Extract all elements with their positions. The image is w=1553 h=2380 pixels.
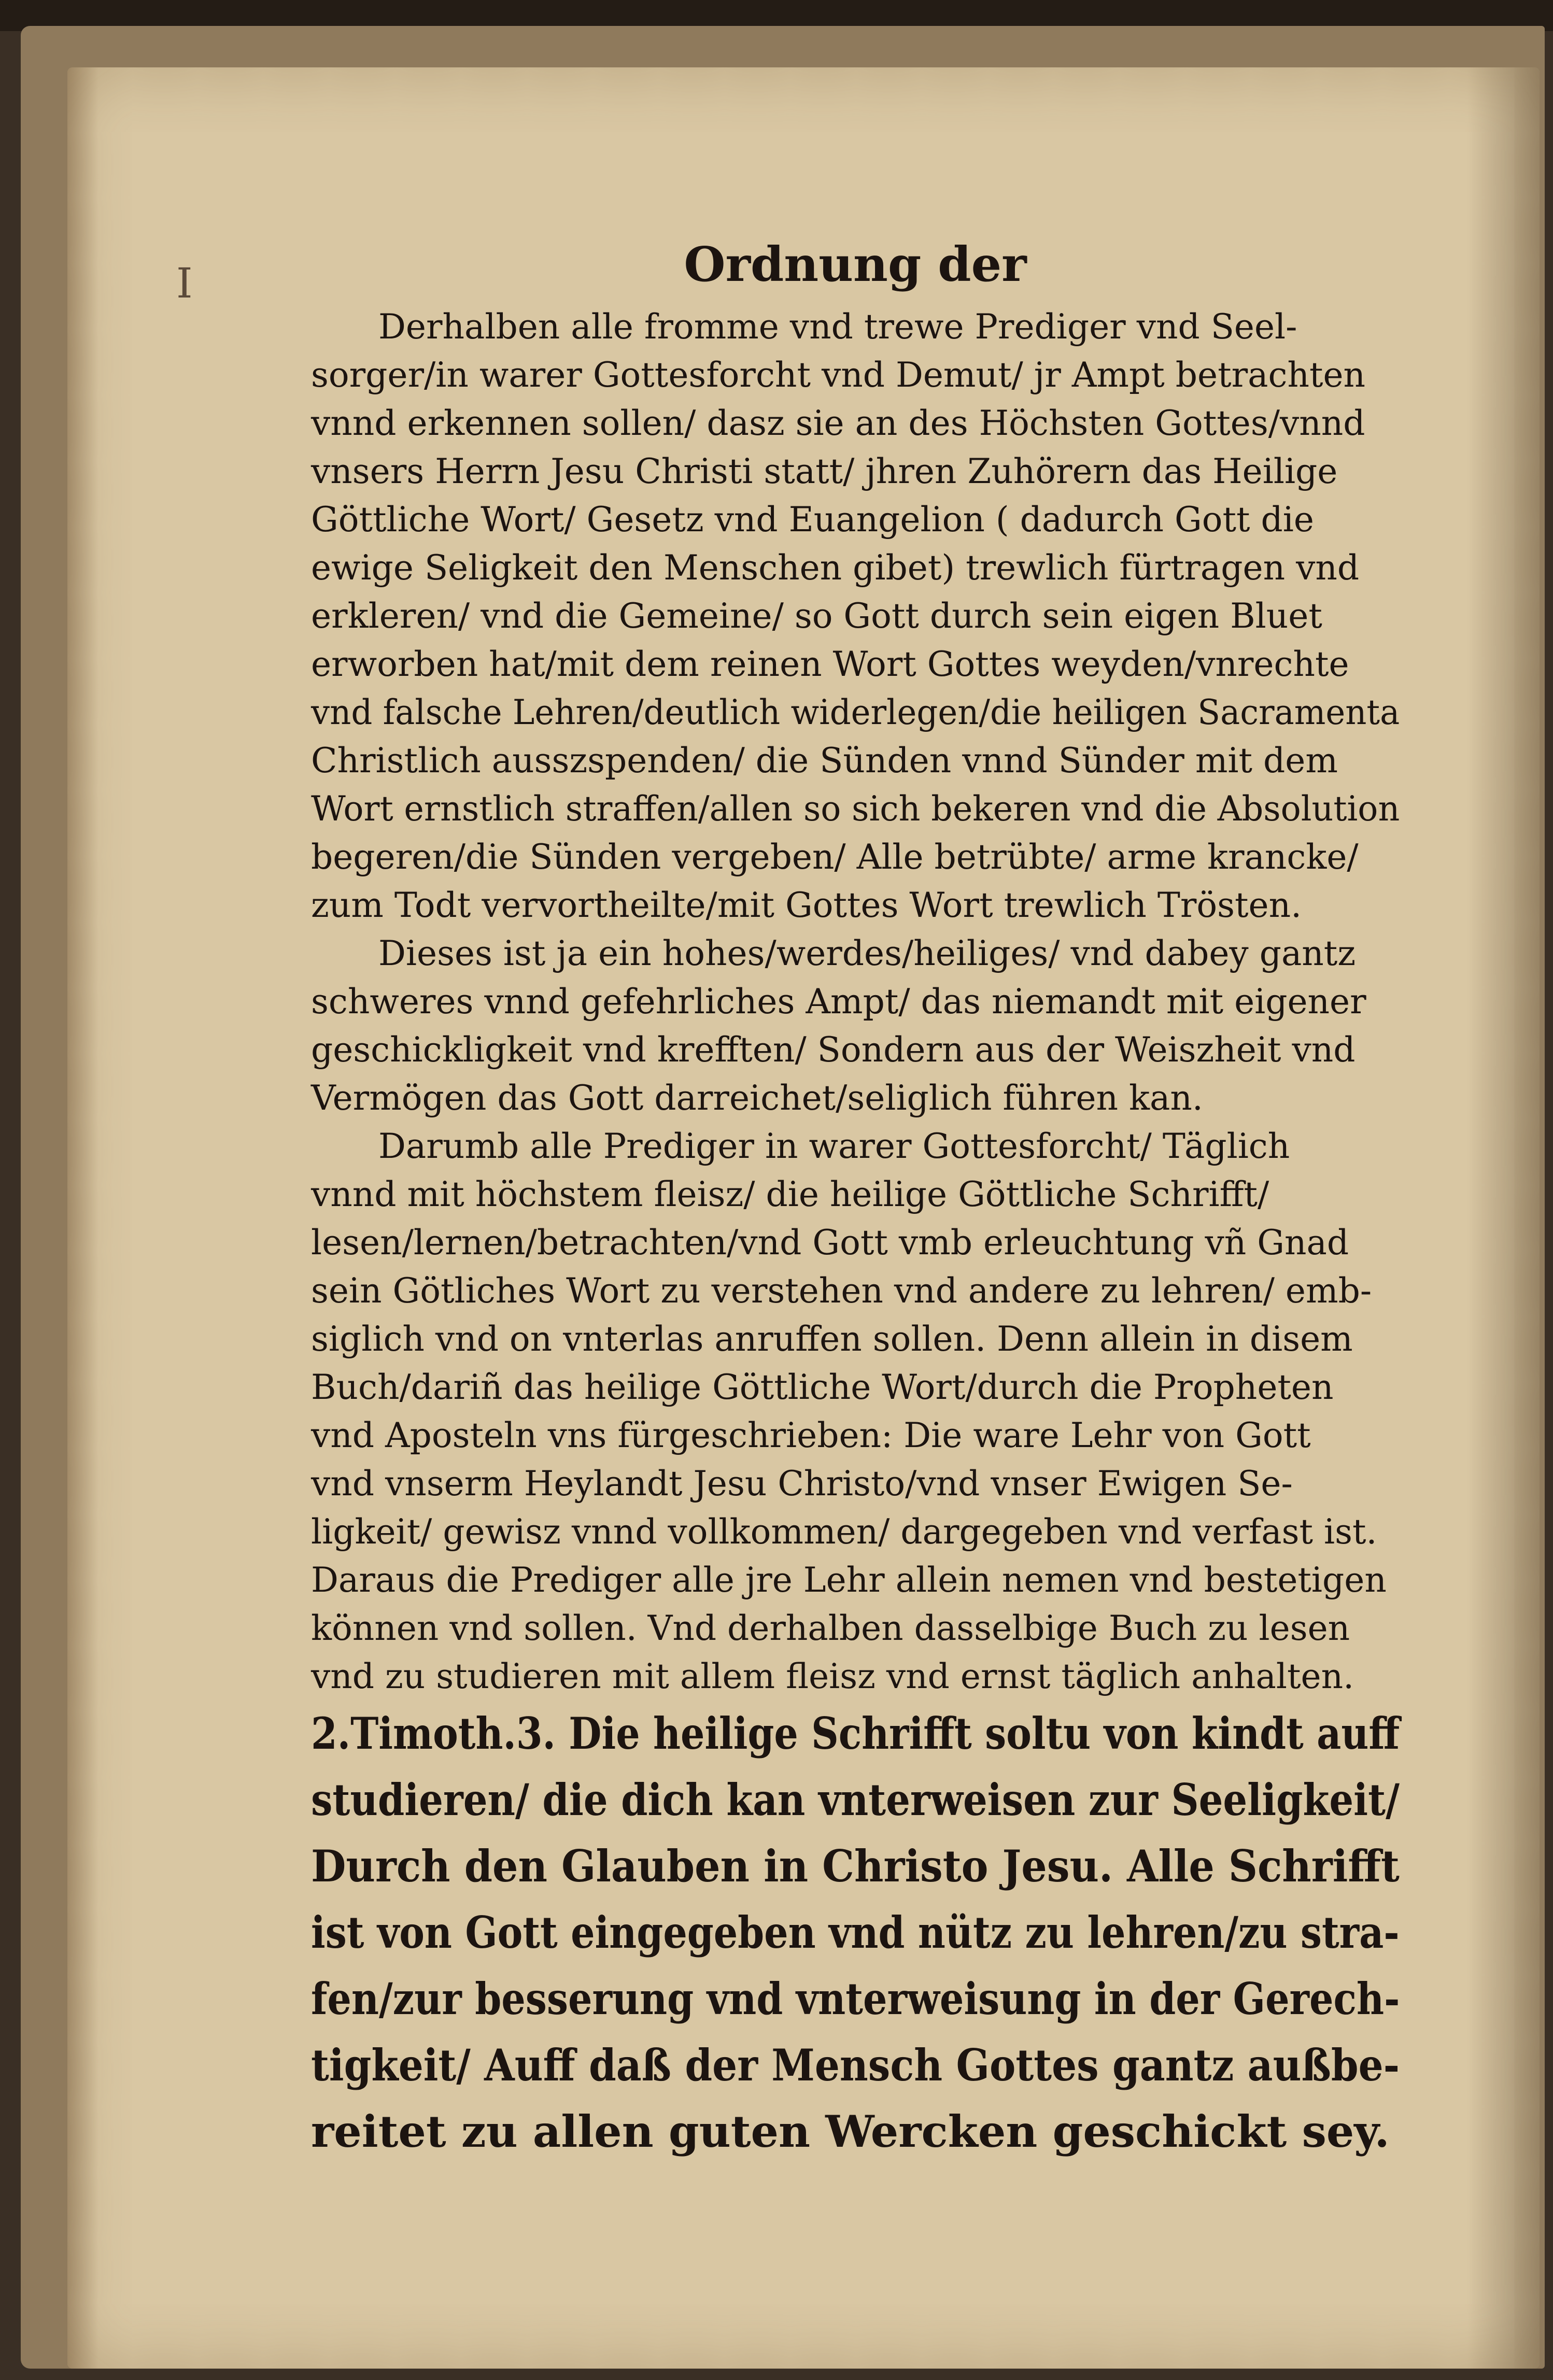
text-line: geschickligkeit vnd krefften/ Sondern aus der Weiszheit vnd	[311, 1030, 1356, 1070]
running-head: Ordnung der	[684, 236, 1027, 292]
scripture-quote-line: Durch den Glauben in Christo Jesu. Alle Schrifft	[311, 1840, 1400, 1892]
text-line: sein Götliches Wort zu verstehen vnd andere zu lehren/ emb-	[311, 1271, 1372, 1311]
text-line: können vnd sollen. Vnd derhalben dasselbige Buch zu lesen	[311, 1608, 1350, 1648]
scripture-quote-line: studieren/ die dich kan vnterweisen zur Seeligkeit/	[311, 1774, 1400, 1825]
scripture-quote-line: ist von Gott eingegeben vnd nütz zu lehren/zu stra-	[311, 1907, 1400, 1958]
text-line: Darumb alle Prediger in warer Gottesforcht/ Täglich	[378, 1126, 1290, 1166]
text-line: Christlich ausszspenden/ die Sünden vnnd Sünder mit dem	[311, 741, 1338, 781]
book-page	[67, 67, 1540, 2369]
text-line: Vermögen das Gott darreichet/seliglich führen kan.	[311, 1078, 1203, 1118]
book-page-edges	[21, 26, 1545, 2369]
text-line: Göttliche Wort/ Gesetz vnd Euangelion ( dadurch Gott die	[311, 500, 1314, 540]
text-line: ewige Seligkeit den Menschen gibet) trewlich fürtragen vnd	[311, 548, 1360, 588]
text-line: ligkeit/ gewisz vnnd vollkommen/ dargegeben vnd verfast ist.	[311, 1512, 1377, 1552]
text-line: zum Todt vervortheilte/mit Gottes Wort trewlich Trösten.	[311, 885, 1302, 925]
scripture-quote-line: fen/zur besserung vnd vnterweisung in der Gerech-	[311, 1973, 1400, 2024]
text-line: erkleren/ vnd die Gemeine/ so Gott durch sein eigen Bluet	[311, 596, 1322, 636]
text-line: Wort ernstlich straffen/allen so sich bekeren vnd die Absolution	[311, 789, 1400, 829]
text-line: sorger/in warer Gottesforcht vnd Demut/ jr Ampt betrachten	[311, 355, 1366, 395]
margin-mark: I	[176, 259, 193, 307]
body-text	[311, 233, 1400, 2165]
text-line: siglich vnd on vnterlas anruffen sollen. Denn allein in disem	[311, 1319, 1353, 1359]
text-line: vnnd mit höchstem fleisz/ die heilige Göttliche Schrifft/	[311, 1174, 1269, 1214]
scripture-quote-line: reitet zu allen guten Wercken geschickt sey.	[311, 2106, 1390, 2157]
text-line: Daraus die Prediger alle jre Lehr allein nemen vnd bestetigen	[311, 1560, 1387, 1600]
page-spine-shadow	[1467, 67, 1540, 2369]
text-line: Buch/dariñ das heilige Göttliche Wort/durch die Propheten	[311, 1367, 1334, 1407]
scripture-quote-line: 2.Timoth.3. Die heilige Schrifft soltu von kindt auff	[311, 1708, 1400, 1759]
text-line: Dieses ist ja ein hohes/werdes/heiliges/ vnd dabey gantz	[378, 933, 1356, 973]
text-line: lesen/lernen/betrachten/vnd Gott vmb erleuchtung vñ Gnad	[311, 1223, 1349, 1263]
text-line: begeren/die Sünden vergeben/ Alle betrübte/ arme krancke/	[311, 837, 1359, 877]
text-line: schweres vnnd gefehrliches Ampt/ das niemandt mit eigener	[311, 982, 1366, 1022]
page-left-shading	[67, 67, 98, 2369]
text-line: vnd vnserm Heylandt Jesu Christo/vnd vnser Ewigen Se-	[311, 1464, 1293, 1504]
text-line: erworben hat/mit dem reinen Wort Gottes weyden/vnrechte	[311, 644, 1349, 684]
text-line: vnnd erkennen sollen/ dasz sie an des Höchsten Gottes/vnnd	[311, 403, 1365, 443]
text-line: vnsers Herrn Jesu Christi statt/ jhren Zuhörern das Heilige	[311, 451, 1338, 491]
text-line: vnd Aposteln vns fürgeschrieben: Die ware Lehr von Gott	[311, 1415, 1311, 1455]
text-line: Derhalben alle fromme vnd trewe Prediger vnd Seel-	[378, 307, 1297, 347]
text-line: vnd zu studieren mit allem fleisz vnd ernst täglich anhalten.	[311, 1656, 1354, 1696]
text-line: vnd falsche Lehren/deutlich widerlegen/die heiligen Sacramenta	[311, 692, 1400, 732]
scripture-quote-line: tigkeit/ Auff daß der Mensch Gottes gantz außbe-	[311, 2039, 1400, 2091]
